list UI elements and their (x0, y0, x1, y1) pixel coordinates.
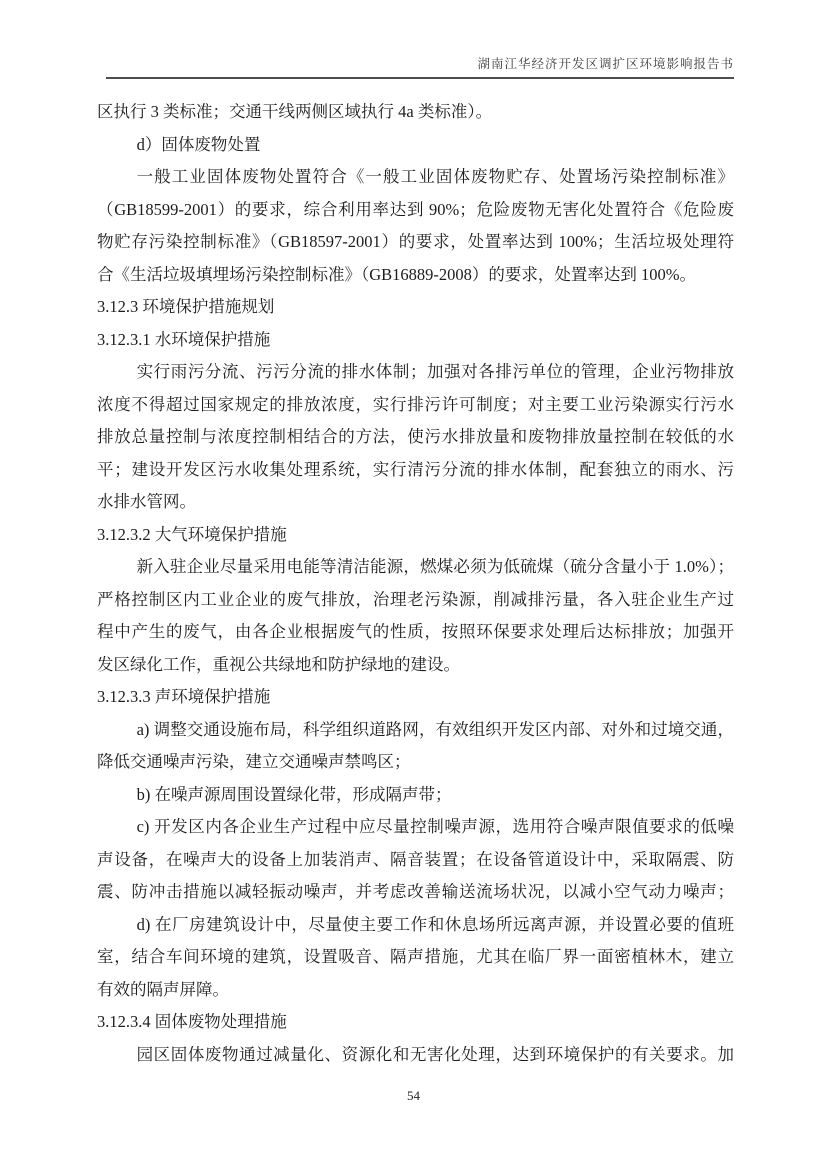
body-line: 平；建设开发区污水收集处理系统，实行清污分流的排水体制，配套独立的雨水、污 (97, 459, 734, 479)
body-line: 浓度不得超过国家规定的排放浓度，实行排污许可制度；对主要工业污染源实行污水 (97, 394, 734, 414)
body-line: 园区固体废物通过减量化、资源化和无害化处理，达到环境保护的有关要求。加 (136, 1044, 734, 1064)
body-line: 室，结合车间环境的建筑，设置吸音、隔声措施，尤其在临厂界一面密植林木，建立 (97, 947, 734, 966)
body-line: 降低交通噪声污染，建立交通噪声禁鸣区； (97, 752, 411, 771)
section-heading: 3.12.3.2 大气环境保护措施 (97, 524, 287, 544)
body-line: （GB18599-2001）的要求，综合利用率达到 90%；危险废物无害化处置符合《危险废 (97, 199, 734, 219)
section-heading: 3.12.3 环境保护措施规划 (97, 297, 275, 316)
body-line: d）固体废物处置 (136, 134, 261, 154)
section-heading: 3.12.3.1 水环境保护措施 (97, 329, 271, 349)
body-line: 物贮存污染控制标准》（GB18597-2001）的要求，处置率达到 100%；生活垃圾处理符 (97, 232, 734, 251)
body-line: 严格控制区内工业企业的废气排放，治理老污染源，削减排污量，各入驻企业生产过 (97, 589, 734, 609)
body-line: 水排水管网。 (97, 492, 196, 511)
body-line: 程中产生的废气，由各企业根据废气的性质，按照环保要求处理后达标排放；加强开 (97, 622, 734, 641)
document-body (97, 96, 734, 1071)
body-line: 排放总量控制与浓度控制相结合的方法，使污水排放量和废物排放量控制在较低的水 (97, 427, 734, 446)
body-line: 声设备，在噪声大的设备上加装消声、隔音装置；在设备管道设计中，采取隔震、防 (97, 849, 734, 869)
page-header (106, 54, 734, 79)
header-title: 湖南江华经济开发区调扩区环境影响报告书 (477, 57, 734, 71)
body-line: 新入驻企业尽量采用电能等清洁能源，燃煤必须为低硫煤（硫分含量小于 1.0%）； (136, 557, 734, 576)
section-heading: 3.12.3.3 声环境保护措施 (97, 687, 271, 706)
body-line: 震、防冲击措施以减轻振动噪声，并考虑改善输送流场状况，以减小空气动力噪声； (97, 882, 734, 901)
body-line: d) 在厂房建筑设计中，尽量使主要工作和休息场所远离声源，并设置必要的值班 (136, 914, 734, 934)
body-line: 区执行 3 类标准；交通干线两侧区域执行 4a 类标准）。 (97, 102, 493, 121)
body-line: c) 开发区内各企业生产过程中应尽量控制噪声源，选用符合噪声限值要求的低噪 (136, 817, 734, 836)
body-line: 一般工业固体废物处置符合《一般工业固体废物贮存、处置场污染控制标准》 (136, 167, 734, 186)
body-line: 有效的隔声屏障。 (97, 979, 229, 999)
page-footer (0, 1088, 827, 1104)
body-line: 实行雨污分流、污污分流的排水体制；加强对各排污单位的管理，企业污物排放 (136, 362, 734, 381)
body-line: a) 调整交通设施布局，科学组织道路网，有效组织开发区内部、对外和过境交通， (136, 719, 734, 739)
body-line: 发区绿化工作，重视公共绿地和防护绿地的建设。 (97, 654, 460, 674)
body-line: 合《生活垃圾填埋场污染控制标准》（GB16889-2008）的要求，处置率达到 100%。 (97, 264, 697, 284)
body-line: b) 在噪声源周围设置绿化带，形成隔声带； (136, 784, 452, 804)
page-number: 54 (407, 1088, 420, 1103)
section-heading: 3.12.3.4 固体废物处理措施 (97, 1012, 287, 1031)
